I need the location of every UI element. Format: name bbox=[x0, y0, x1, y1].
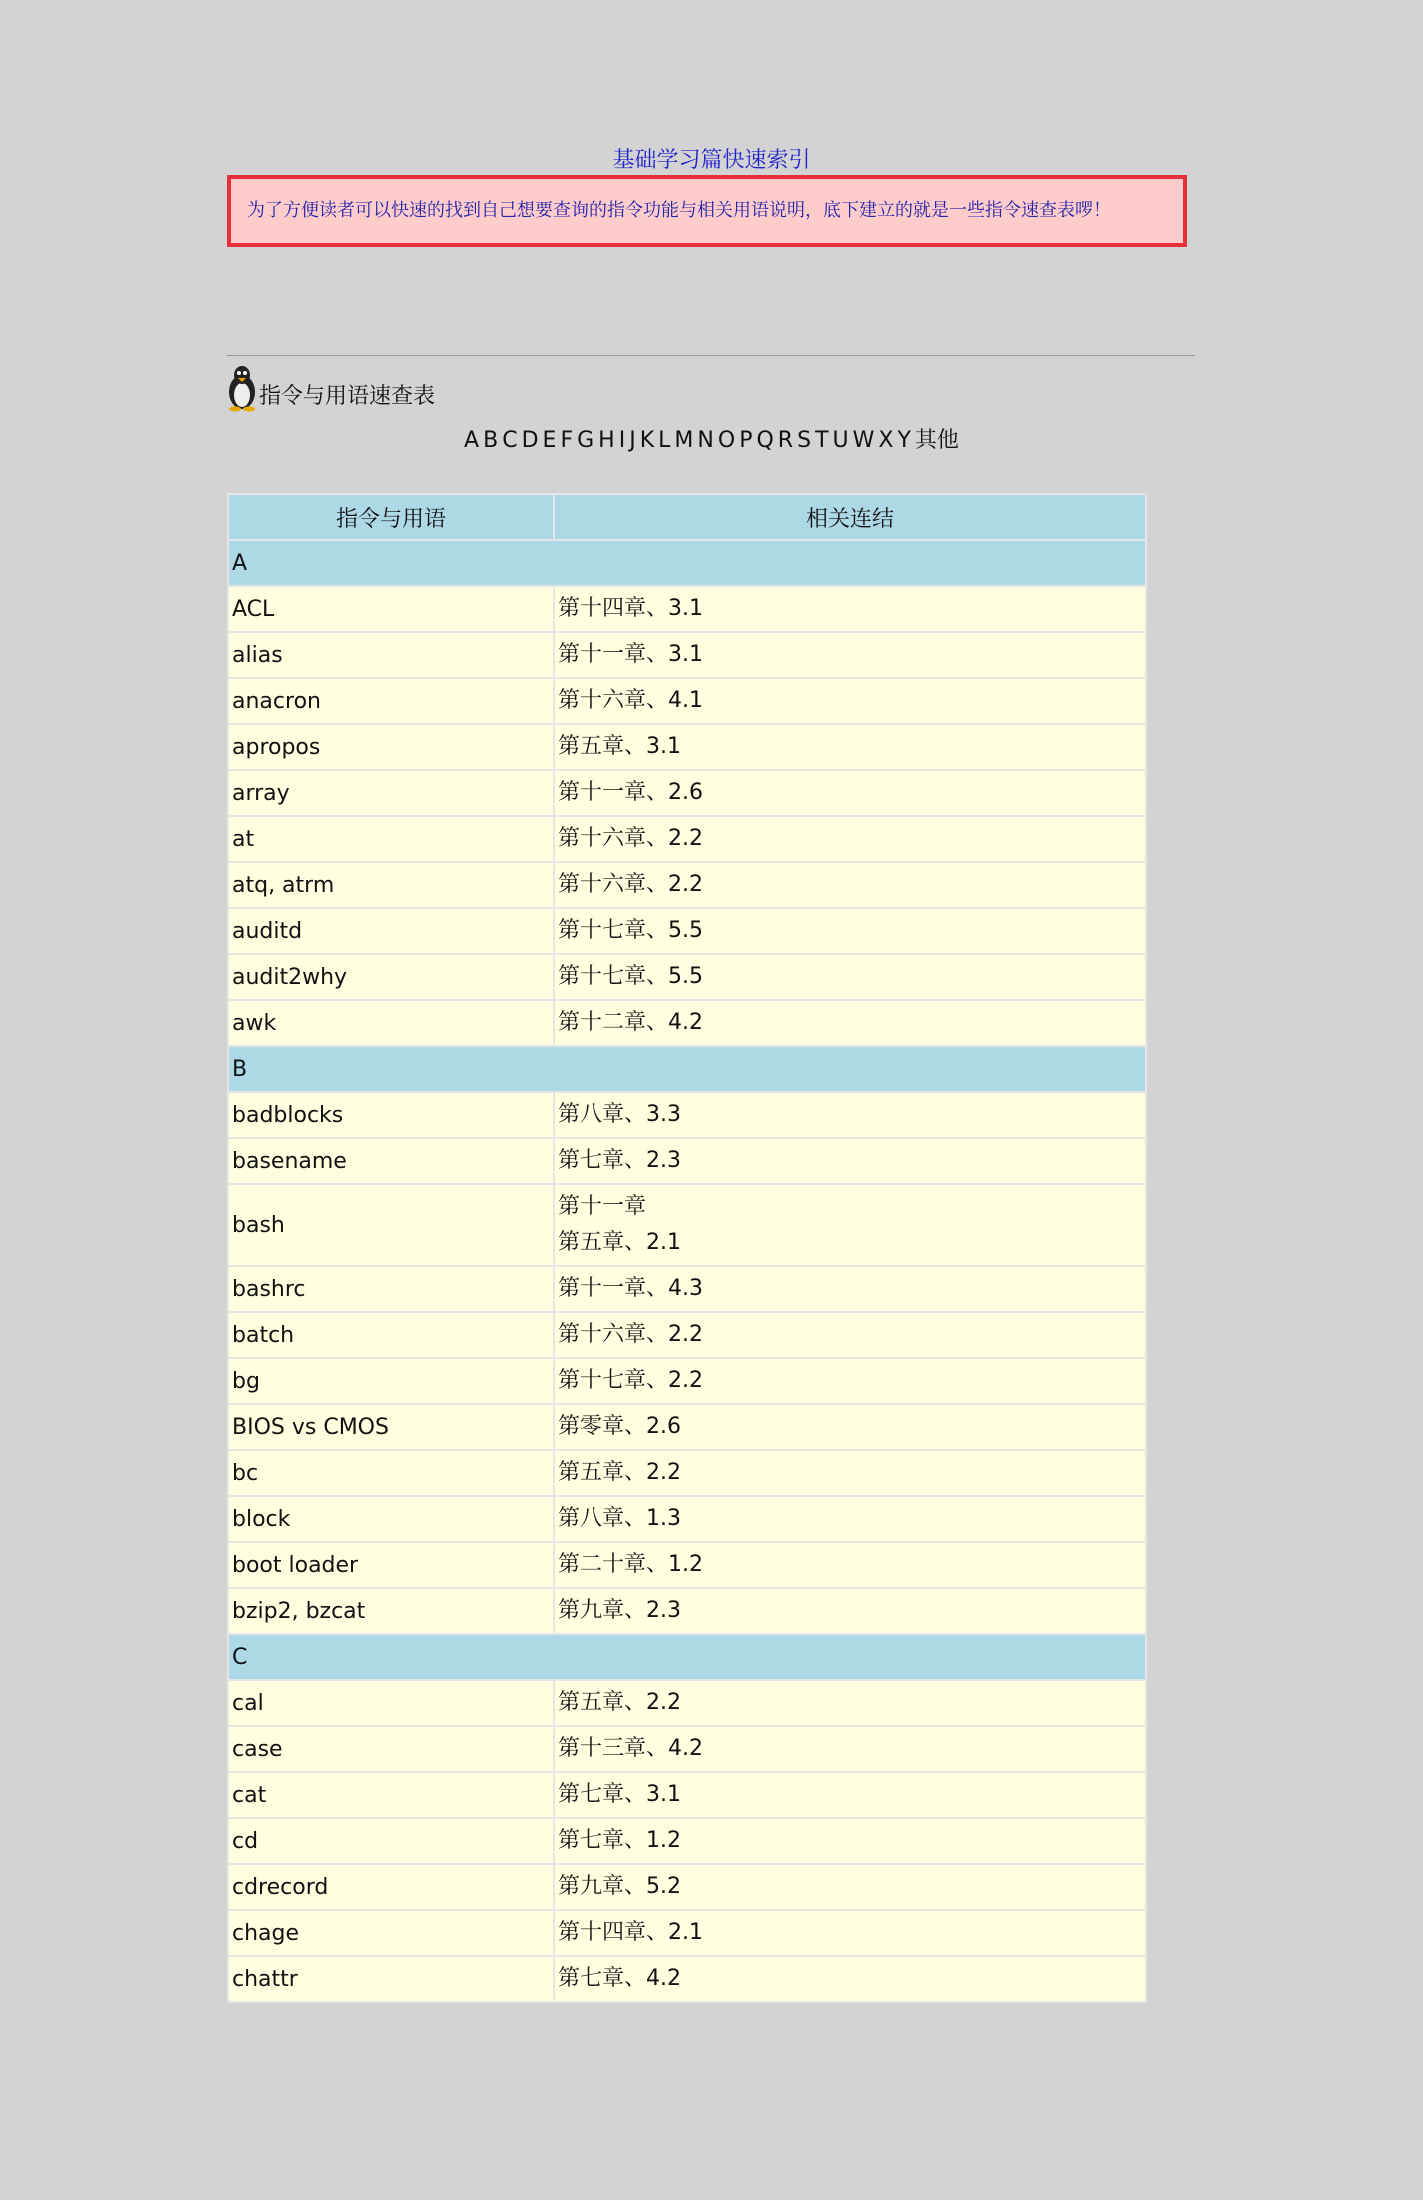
term-cell: bzip2, bzcat bbox=[229, 1589, 553, 1633]
chapter-link[interactable]: 第十一章、4.3 bbox=[558, 1276, 703, 1301]
chapter-link[interactable]: 第七章、4.2 bbox=[558, 1966, 681, 1991]
term-cell: bg bbox=[229, 1359, 553, 1403]
chapter-link[interactable]: 第十七章、2.2 bbox=[558, 1368, 703, 1393]
table-row bbox=[229, 1543, 1145, 1587]
term-cell: batch bbox=[229, 1313, 553, 1357]
links-cell bbox=[555, 1911, 1145, 1955]
term-cell: auditd bbox=[229, 909, 553, 953]
table-row bbox=[229, 1405, 1145, 1449]
table-row bbox=[229, 955, 1145, 999]
chapter-link[interactable]: 第十七章、5.5 bbox=[558, 964, 703, 989]
links-cell bbox=[555, 1773, 1145, 1817]
chapter-link[interactable]: 第十一章、2.6 bbox=[558, 780, 703, 805]
term-cell: atq, atrm bbox=[229, 863, 553, 907]
alpha-link-u[interactable]: U bbox=[832, 428, 849, 453]
links-cell bbox=[555, 1313, 1145, 1357]
alpha-link-p[interactable]: P bbox=[739, 428, 753, 453]
table-row bbox=[229, 725, 1145, 769]
alpha-link-s[interactable]: S bbox=[797, 428, 812, 453]
alpha-link-a[interactable]: A bbox=[464, 428, 480, 453]
alpha-link-n[interactable]: N bbox=[697, 428, 714, 453]
table-row bbox=[229, 1451, 1145, 1495]
command-index-table bbox=[227, 493, 1147, 2003]
term-cell: cdrecord bbox=[229, 1865, 553, 1909]
alpha-link-r[interactable]: R bbox=[777, 428, 794, 453]
links-cell bbox=[555, 1589, 1145, 1633]
chapter-link[interactable]: 第十二章、4.2 bbox=[558, 1010, 703, 1035]
term-cell: bc bbox=[229, 1451, 553, 1495]
chapter-link[interactable]: 第九章、5.2 bbox=[558, 1874, 681, 1899]
table-row bbox=[229, 863, 1145, 907]
alpha-link-o[interactable]: O bbox=[717, 428, 736, 453]
chapter-link[interactable]: 第十四章、2.1 bbox=[558, 1920, 703, 1945]
table-row bbox=[229, 1773, 1145, 1817]
chapter-link[interactable]: 第零章、2.6 bbox=[558, 1414, 681, 1439]
letter-heading: B bbox=[229, 1047, 1145, 1091]
chapter-link[interactable]: 第五章、3.1 bbox=[558, 734, 681, 759]
table-row bbox=[229, 587, 1145, 631]
alpha-link-d[interactable]: D bbox=[521, 428, 539, 453]
alpha-link-c[interactable]: C bbox=[502, 428, 518, 453]
term-cell: alias bbox=[229, 633, 553, 677]
table-row bbox=[229, 1819, 1145, 1863]
letter-row-b bbox=[229, 1047, 1145, 1091]
term-cell: BIOS vs CMOS bbox=[229, 1405, 553, 1449]
section-heading bbox=[225, 362, 435, 412]
chapter-link[interactable]: 第二十章、1.2 bbox=[558, 1552, 703, 1577]
term-cell: cd bbox=[229, 1819, 553, 1863]
chapter-link[interactable]: 第十六章、2.2 bbox=[558, 1322, 703, 1347]
term-cell: apropos bbox=[229, 725, 553, 769]
term-cell: boot loader bbox=[229, 1543, 553, 1587]
term-cell: audit2why bbox=[229, 955, 553, 999]
table-row bbox=[229, 1001, 1145, 1045]
chapter-link[interactable]: 第十六章、2.2 bbox=[558, 872, 703, 897]
alpha-link-w[interactable]: W bbox=[852, 428, 875, 453]
links-cell bbox=[555, 679, 1145, 723]
letter-row-c bbox=[229, 1635, 1145, 1679]
links-cell bbox=[555, 1543, 1145, 1587]
links-cell bbox=[555, 1819, 1145, 1863]
chapter-link[interactable]: 第五章、2.2 bbox=[558, 1460, 681, 1485]
table-row bbox=[229, 1359, 1145, 1403]
term-cell: block bbox=[229, 1497, 553, 1541]
table-row bbox=[229, 817, 1145, 861]
term-cell: bashrc bbox=[229, 1267, 553, 1311]
chapter-link[interactable]: 第十一章、3.1 bbox=[558, 642, 703, 667]
letter-row-a bbox=[229, 541, 1145, 585]
alpha-link-b[interactable]: B bbox=[483, 428, 499, 453]
term-cell: case bbox=[229, 1727, 553, 1771]
table-row bbox=[229, 1313, 1145, 1357]
table-row bbox=[229, 1497, 1145, 1541]
links-cell bbox=[555, 1865, 1145, 1909]
table-row bbox=[229, 679, 1145, 723]
alpha-link-q[interactable]: Q bbox=[756, 428, 774, 453]
alpha-link-t[interactable]: T bbox=[815, 428, 829, 453]
divider bbox=[227, 355, 1195, 356]
chapter-link[interactable]: 第十三章、4.2 bbox=[558, 1736, 703, 1761]
term-cell: chage bbox=[229, 1911, 553, 1955]
term-cell: array bbox=[229, 771, 553, 815]
table-row bbox=[229, 771, 1145, 815]
penguin-icon bbox=[225, 364, 259, 412]
table-row bbox=[229, 1727, 1145, 1771]
alpha-link-x[interactable]: X bbox=[878, 428, 894, 453]
chapter-link[interactable]: 第七章、3.1 bbox=[558, 1782, 681, 1807]
alpha-link-g[interactable]: G bbox=[577, 428, 595, 453]
term-cell: badblocks bbox=[229, 1093, 553, 1137]
table-row bbox=[229, 633, 1145, 677]
links-cell bbox=[555, 909, 1145, 953]
links-cell bbox=[555, 1185, 1145, 1265]
links-cell bbox=[555, 725, 1145, 769]
letter-heading: C bbox=[229, 1635, 1145, 1679]
alpha-link-j[interactable]: J bbox=[629, 428, 636, 453]
alpha-link-i[interactable]: I bbox=[618, 428, 626, 453]
table-header-row bbox=[229, 495, 1145, 539]
links-cell bbox=[555, 1681, 1145, 1725]
term-cell: cat bbox=[229, 1773, 553, 1817]
chapter-link[interactable]: 第七章、1.2 bbox=[558, 1828, 681, 1853]
links-cell bbox=[555, 863, 1145, 907]
term-cell: awk bbox=[229, 1001, 553, 1045]
links-cell bbox=[555, 1497, 1145, 1541]
links-cell bbox=[555, 817, 1145, 861]
table-row bbox=[229, 1139, 1145, 1183]
header-term: 指令与用语 bbox=[229, 495, 553, 539]
section-heading-text: 指令与用语速查表 bbox=[259, 384, 436, 409]
term-cell: cal bbox=[229, 1681, 553, 1725]
links-cell bbox=[555, 771, 1145, 815]
links-cell bbox=[555, 1451, 1145, 1495]
chapter-link[interactable]: 第十六章、4.1 bbox=[558, 688, 703, 713]
alpha-link-m[interactable]: M bbox=[674, 428, 694, 453]
table-row bbox=[229, 1957, 1145, 2001]
links-cell bbox=[555, 1957, 1145, 2001]
chapter-link[interactable]: 第八章、1.3 bbox=[558, 1506, 681, 1531]
term-cell: anacron bbox=[229, 679, 553, 723]
table-row bbox=[229, 1093, 1145, 1137]
alpha-link-k[interactable]: K bbox=[639, 428, 655, 453]
links-cell bbox=[555, 1359, 1145, 1403]
table-row bbox=[229, 1185, 1145, 1265]
table-row bbox=[229, 1865, 1145, 1909]
chapter-link[interactable]: 第十七章、5.5 bbox=[558, 918, 703, 943]
chapter-link[interactable]: 第十一章 bbox=[558, 1194, 647, 1219]
links-cell bbox=[555, 633, 1145, 677]
links-cell bbox=[555, 1001, 1145, 1045]
term-cell: ACL bbox=[229, 587, 553, 631]
links-cell bbox=[555, 1093, 1145, 1137]
notice-box: 为了方便读者可以快速的找到自己想要查询的指令功能与相关用语说明，底下建立的就是一些指令速查表啰！ bbox=[227, 175, 1187, 247]
alpha-link-other[interactable]: 其他 bbox=[914, 428, 959, 453]
table-row bbox=[229, 1911, 1145, 1955]
chapter-link[interactable]: 第九章、2.3 bbox=[558, 1598, 681, 1623]
alpha-link-h[interactable]: H bbox=[598, 428, 615, 453]
term-cell: bash bbox=[229, 1185, 553, 1265]
table-row bbox=[229, 909, 1145, 953]
chapter-link[interactable]: 第十四章、3.1 bbox=[558, 596, 703, 621]
table-row bbox=[229, 1267, 1145, 1311]
chapter-link[interactable]: 第七章、2.3 bbox=[558, 1148, 681, 1173]
term-cell: at bbox=[229, 817, 553, 861]
chapter-link[interactable]: 第十六章、2.2 bbox=[558, 826, 703, 851]
links-cell bbox=[555, 1139, 1145, 1183]
table-row bbox=[229, 1589, 1145, 1633]
links-cell bbox=[555, 1727, 1145, 1771]
chapter-link[interactable]: 第五章、2.2 bbox=[558, 1690, 681, 1715]
header-links: 相关连结 bbox=[555, 495, 1145, 539]
table-row bbox=[229, 1681, 1145, 1725]
alpha-link-f[interactable]: F bbox=[560, 428, 574, 453]
page-title: 基础学习篇快速索引 bbox=[612, 148, 811, 173]
chapter-link[interactable]: 第八章、3.3 bbox=[558, 1102, 681, 1127]
links-cell bbox=[555, 1267, 1145, 1311]
alpha-link-l[interactable]: L bbox=[658, 428, 671, 453]
chapter-link[interactable]: 第五章、2.1 bbox=[558, 1230, 681, 1255]
links-cell bbox=[555, 1405, 1145, 1449]
alphabet-nav bbox=[0, 423, 1423, 454]
links-cell bbox=[555, 955, 1145, 999]
alpha-link-y[interactable]: Y bbox=[897, 428, 911, 453]
alpha-link-e[interactable]: E bbox=[542, 428, 557, 453]
letter-heading: A bbox=[229, 541, 1145, 585]
term-cell: chattr bbox=[229, 1957, 553, 2001]
term-cell: basename bbox=[229, 1139, 553, 1183]
links-cell bbox=[555, 587, 1145, 631]
